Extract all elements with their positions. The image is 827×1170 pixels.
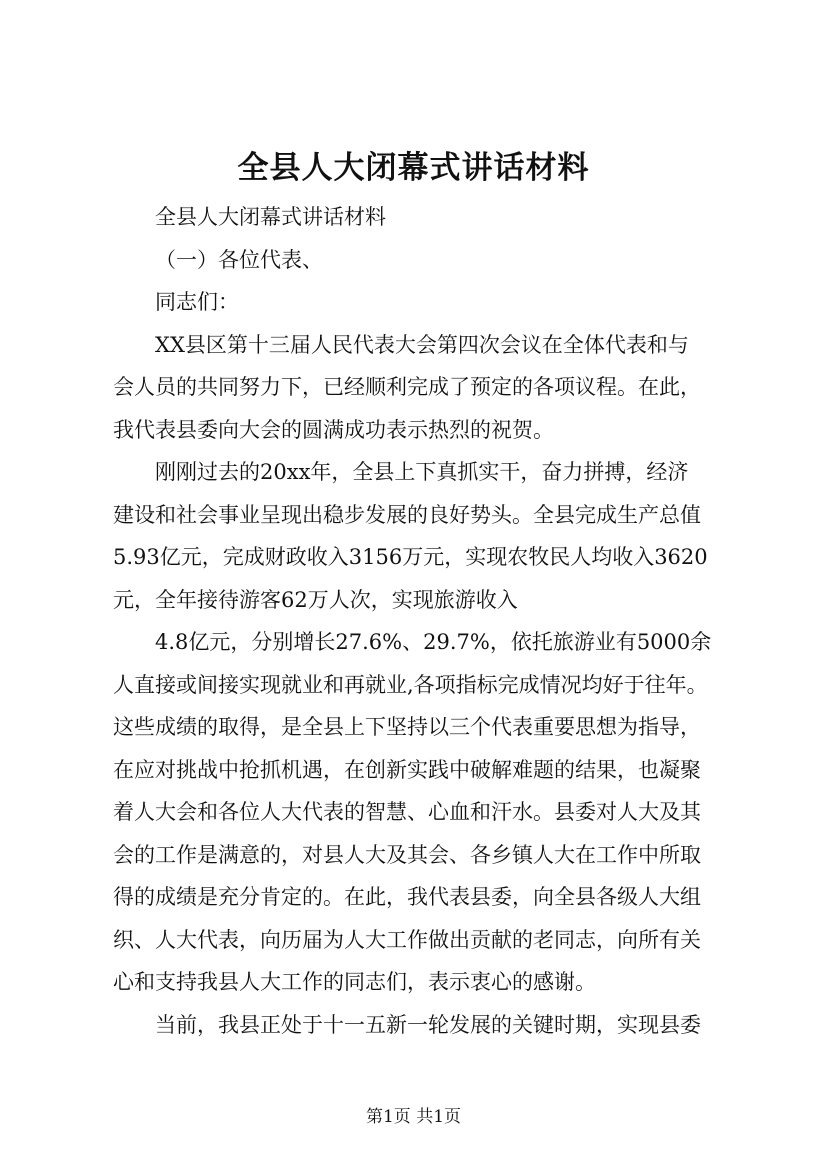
document-body — [113, 196, 725, 1046]
text-line: 建设和社会事业呈现出稳步发展的良好势头。全县完成生产总值 — [113, 502, 701, 527]
document-title: 全县人大闭幕式讲话材料 — [237, 150, 590, 186]
text-line: 4.8亿元，分别增长27.6%、29.7%，依托旅游业有5000余 — [155, 630, 712, 654]
text-line: 织、人大代表，向历届为人大工作做出贡献的老同志，向所有关 — [113, 927, 701, 952]
text-line: 5.93亿元，完成财政收入3156万元，实现农牧民人均收入3620 — [113, 545, 708, 569]
text-line: 当前，我县正处于十一五新一轮发展的关键时期，实现县委 — [155, 1012, 701, 1037]
text-line: 着人大会和各位人大代表的智慧、心血和汗水。县委对人大及其 — [113, 800, 701, 824]
text-line: 这些成绩的取得，是全县上下坚持以三个代表重要思想为指导， — [113, 715, 701, 739]
text-line: 会的工作是满意的，对县人大及其会、各乡镇人大在工作中所取 — [113, 842, 701, 867]
text-line: 在应对挑战中抢抓机遇，在创新实践中破解难题的结果，也凝聚 — [113, 757, 701, 782]
page-footer: 第1页 共1页 — [365, 1107, 462, 1127]
text-line: XX县区第十三届人民代表大会第四次会议在全体代表和与 — [155, 332, 689, 357]
text-line: 全县人大闭幕式讲话材料 — [155, 205, 386, 229]
text-line: 同志们： — [155, 290, 239, 314]
text-line: 心和支持我县人大工作的同志们，表示衷心的感谢。 — [113, 970, 596, 994]
text-line: 元，全年接待游客62万人次，实现旅游收入 — [113, 587, 518, 612]
text-line: 刚刚过去的20xx年，全县上下真抓实干，奋力拼搏，经济 — [155, 460, 689, 484]
text-line: 得的成绩是充分肯定的。在此，我代表县委，向全县各级人大组 — [113, 885, 701, 909]
text-line: 会人员的共同努力下，已经顺利完成了预定的各项议程。在此， — [113, 375, 701, 399]
text-line: 人直接或间接实现就业和再就业,各项指标完成情况均好于往年。 — [113, 672, 708, 697]
text-line: 我代表县委向大会的圆满成功表示热烈的祝贺。 — [113, 417, 554, 442]
text-line: （一）各位代表、 — [155, 247, 323, 272]
